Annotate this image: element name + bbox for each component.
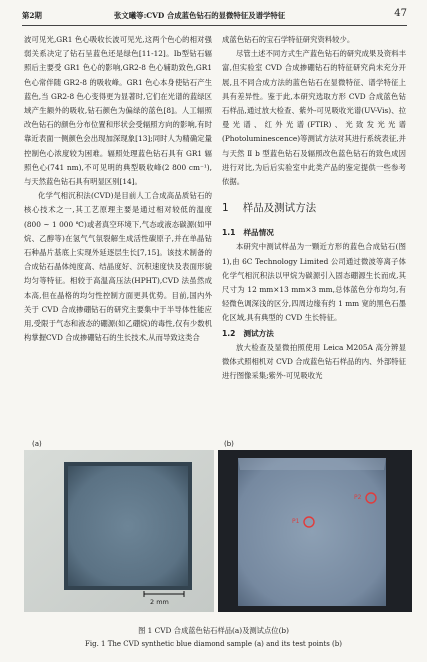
panel-a-photo <box>24 450 214 612</box>
paragraph: 化学气相沉积法(CVD)是目前人工合成高品质钻石的核心技术之一,其工艺原理主要是通过相对较低的温度(800 ~ 1 000 ℃)或者真空环境下,气态或液态碳源(如甲烷、乙醇等)在氢气气氛裂解生成活性碳原子,并在单晶钻石种晶片基底上实现外延逐层生长[7,15]。该技术制备的合成钻石晶体纯度高、结晶度好、沉积速度快及表面形貌均匀等特征。相较于高温高压法(HPHT),CVD 法虽然成本高,但在晶格的均匀性控制方面更具优势。目前,国内外关于 CVD 合成掺硼钻石的研究主要集中于半导体性能应用,受限于气态和液态的硼源(如乙硼烷)的毒性,仅有少数机构掌握CVD 合成掺硼钻石的生长技术,从而导致这类合 <box>24 191 212 343</box>
issue-number: 第2期 <box>22 11 42 20</box>
test-point-label: P2 <box>354 494 362 501</box>
figure-caption-en: Fig. 1 The CVD synthetic blue diamond sample (a) and its test points (b) <box>85 640 342 648</box>
header-rule <box>22 25 407 26</box>
subsection-heading <box>222 225 406 240</box>
right-column <box>222 33 406 383</box>
paragraph: 波可见光,GR1 色心吸收长波可见光,这两个色心的相对强弱关系决定了钻石呈蓝色还是绿色[11-12]。Ib型钻石辐照后主要受 GR1 色心的影响,GR2-8 色心辅助致色,GR1 色心常伴随 GR2-8 的吸收峰。GR1 色心本身使钻石产生蓝色,当 GR2-8 色心变得更为显著时,它们在光谱的蓝绿区域产生额外的吸收,钻石颜色为偏绿的蓝色[8]。人工辐照改色钻石的颜色分布位置和形状会受辐照方向的影响,有时靠近表面一侧颜色会出现加深现象[13];同时人为精确定量控制色心浓度较为困难。辐照处理蓝色钻石具有 GR1 辐照色心(741 nm),不可见明的典型吸收峰(2 800 cm⁻¹),与天然蓝色钻石具有明显区别[14]。 <box>24 35 212 187</box>
page-number: 47 <box>394 8 407 19</box>
subsection-number: 1.2 <box>222 328 236 338</box>
running-title: 张文曦等:CVD 合成蓝色钻石的显微特征及谱学特征 <box>114 11 286 20</box>
scale-bar-label: 2 mm <box>150 598 169 606</box>
section-title: 样品及测试方法 <box>242 202 317 215</box>
figure-1 <box>24 440 412 612</box>
panel-a-label: (a) <box>32 440 42 448</box>
diamond-sample <box>68 466 188 586</box>
section-number: 1 <box>222 202 229 215</box>
subsection-heading <box>222 326 406 341</box>
paragraph: 本研究中测试样品为一颗近方形的蓝色合成钻石(图 1),由 6C Technology Limited 公司通过微波等离子体化学气相沉积法以甲烷为碳源引入固态硼源生长而成,其尺寸为 12 mm×13 mm×3 mm,总体蓝色分布均匀,有轻微色调深浅的区分,四周边缘有约 1 mm 宽的黑色石墨化区域,具有典型的 CVD 生长特征。 <box>222 242 406 323</box>
paragraph: 成蓝色钻石的宝石学特征研究资料较少。 <box>222 35 355 44</box>
section-heading <box>222 201 406 215</box>
figure-panels <box>24 440 412 612</box>
paragraph: 尽管土述不同方式生产蓝色钻石的研究成果及资料丰富,但实验室 CVD 合成掺硼钻石的特征研究尚未充分开展,且不同合成方法的蓝色钻石在显微特征、谱学特征上具有差异性。鉴于此,本研究选取方形 CVD 合成蓝色钻石样品,通过放大检查、紫外-可见吸收光谱(UV-Vis)、拉曼光谱、红外光谱(FTIR)、光致发光光谱(Photoluminescence)等测试方法对其进行系统表征,并与天然 Ⅱ b 型蓝色钻石及辐照改色蓝色钻石的致色成因进行对比,为后后实验室中此类产品的鉴定提供一些参考依据。 <box>222 49 406 187</box>
figure-caption-cn: 图 1 CVD 合成蓝色钻石样品(a)及测试点位(b) <box>138 626 289 635</box>
subsection-number: 1.1 <box>222 228 236 238</box>
panel-b-label: (b) <box>224 440 234 448</box>
panel-b-photo <box>218 450 412 612</box>
left-column <box>24 33 212 345</box>
subsection-title: 测试方法 <box>243 328 274 338</box>
subsection-title: 样品情况 <box>243 228 274 238</box>
test-point-label: P1 <box>292 518 300 525</box>
running-header <box>22 10 407 24</box>
diamond-sample <box>238 458 386 606</box>
paragraph: 放大检查及显微拍照使用 Leica M205A 高分辨显微体式照相机对 CVD 合成蓝色钻石样品的内、外部特征进行图像采集;紫外-可见吸收光 <box>222 342 406 381</box>
